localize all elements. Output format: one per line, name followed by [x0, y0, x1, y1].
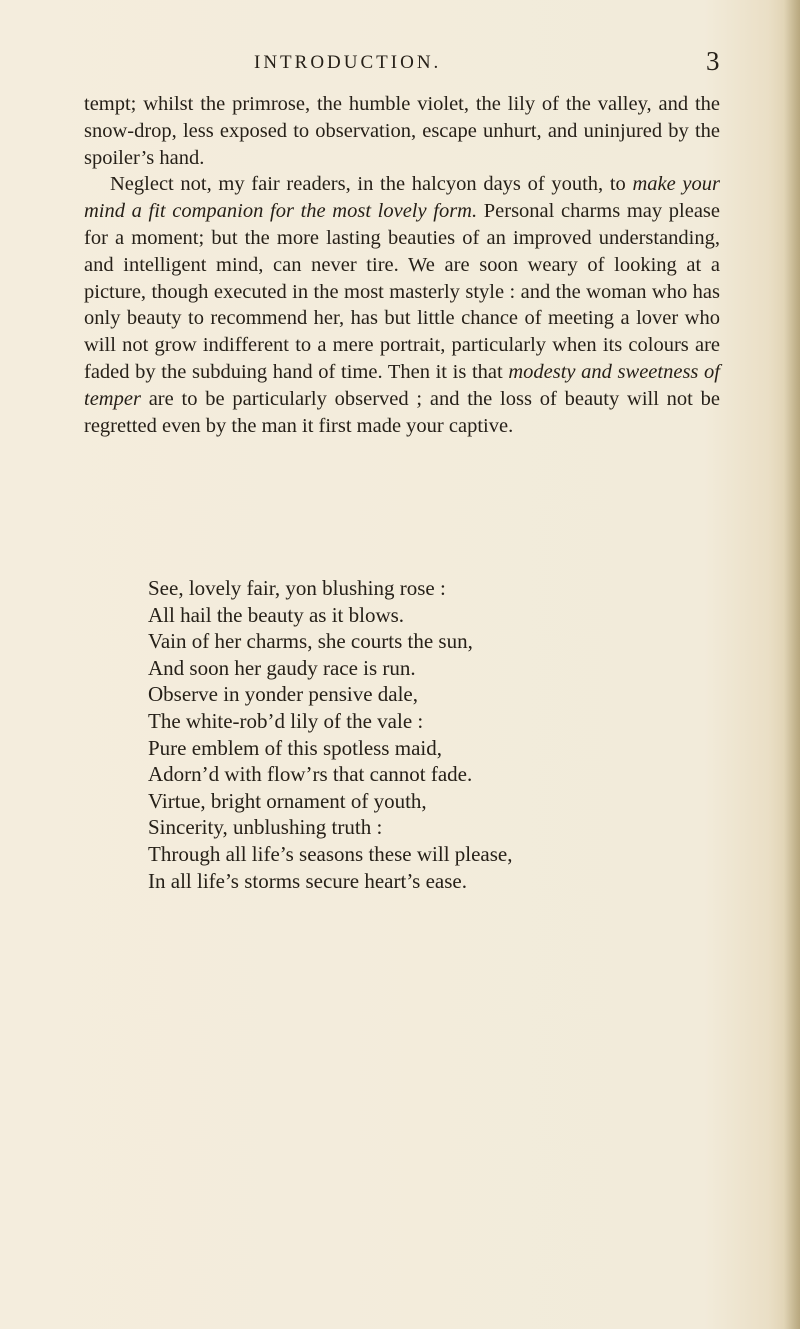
- paragraph-2-italic-2: modesty and sweetness of temper: [84, 360, 720, 410]
- poem-line: And soon her gaudy race is run.: [148, 655, 416, 680]
- paragraph-2-text-a: Neglect not, my fair readers, in the halcyon days of youth, to: [110, 173, 633, 196]
- poem-line: Observe in yonder pensive dale,: [148, 682, 418, 707]
- page-number: 3: [706, 46, 720, 76]
- paragraph-2-text-b: Personal charms may please for a moment; but the more lasting beauties of an improved understanding, and intelligent mind, can never tire. We are soon weary of looking at a picture, though executed in the most masterly style : and the woman who has only beauty to recommend her, has but little chance of meeting a lover who will not grow indifferent to a mere portrait, particularly when its colours are faded by the subduing hand of time. Then it is that: [84, 200, 721, 383]
- poem: [148, 575, 513, 894]
- poem-line: Vain of her charms, she courts the sun,: [148, 629, 473, 654]
- prose-text: [84, 91, 720, 439]
- page-header: [0, 46, 800, 82]
- poem-line: Pure emblem of this spotless maid,: [148, 735, 442, 760]
- poem-line: Adorn’d with flow’rs that cannot fade.: [148, 762, 473, 787]
- poem-line: Virtue, bright ornament of youth,: [148, 788, 427, 813]
- paragraph-2: [84, 171, 720, 439]
- poem-line: The white-rob’d lily of the vale :: [148, 708, 424, 733]
- poem-line: Through all life’s seasons these will please,: [148, 841, 513, 866]
- poem-line: See, lovely fair, yon blushing rose :: [148, 576, 446, 600]
- poem-line: All hail the beauty as it blows.: [148, 602, 405, 627]
- paragraph-2-italic-1: make your mind a fit companion for the most lovely form.: [84, 173, 720, 223]
- poem-line: Sincerity, unblushing truth :: [148, 815, 383, 840]
- running-head: INTRODUCTION.: [254, 52, 442, 73]
- paragraph-2-text-c: are to be particularly observed ; and the loss of beauty will not be regretted even by the man it first made your captive.: [84, 387, 720, 437]
- paragraph-1: tempt; whilst the primrose, the humble violet, the lily of the valley, and the snow-drop, less exposed to observation, escape unhurt, and uninjured by the spoiler’s hand.: [84, 93, 720, 169]
- poem-line: In all life’s storms secure heart’s ease.: [148, 868, 467, 893]
- page-edge-shadow: [784, 0, 800, 1329]
